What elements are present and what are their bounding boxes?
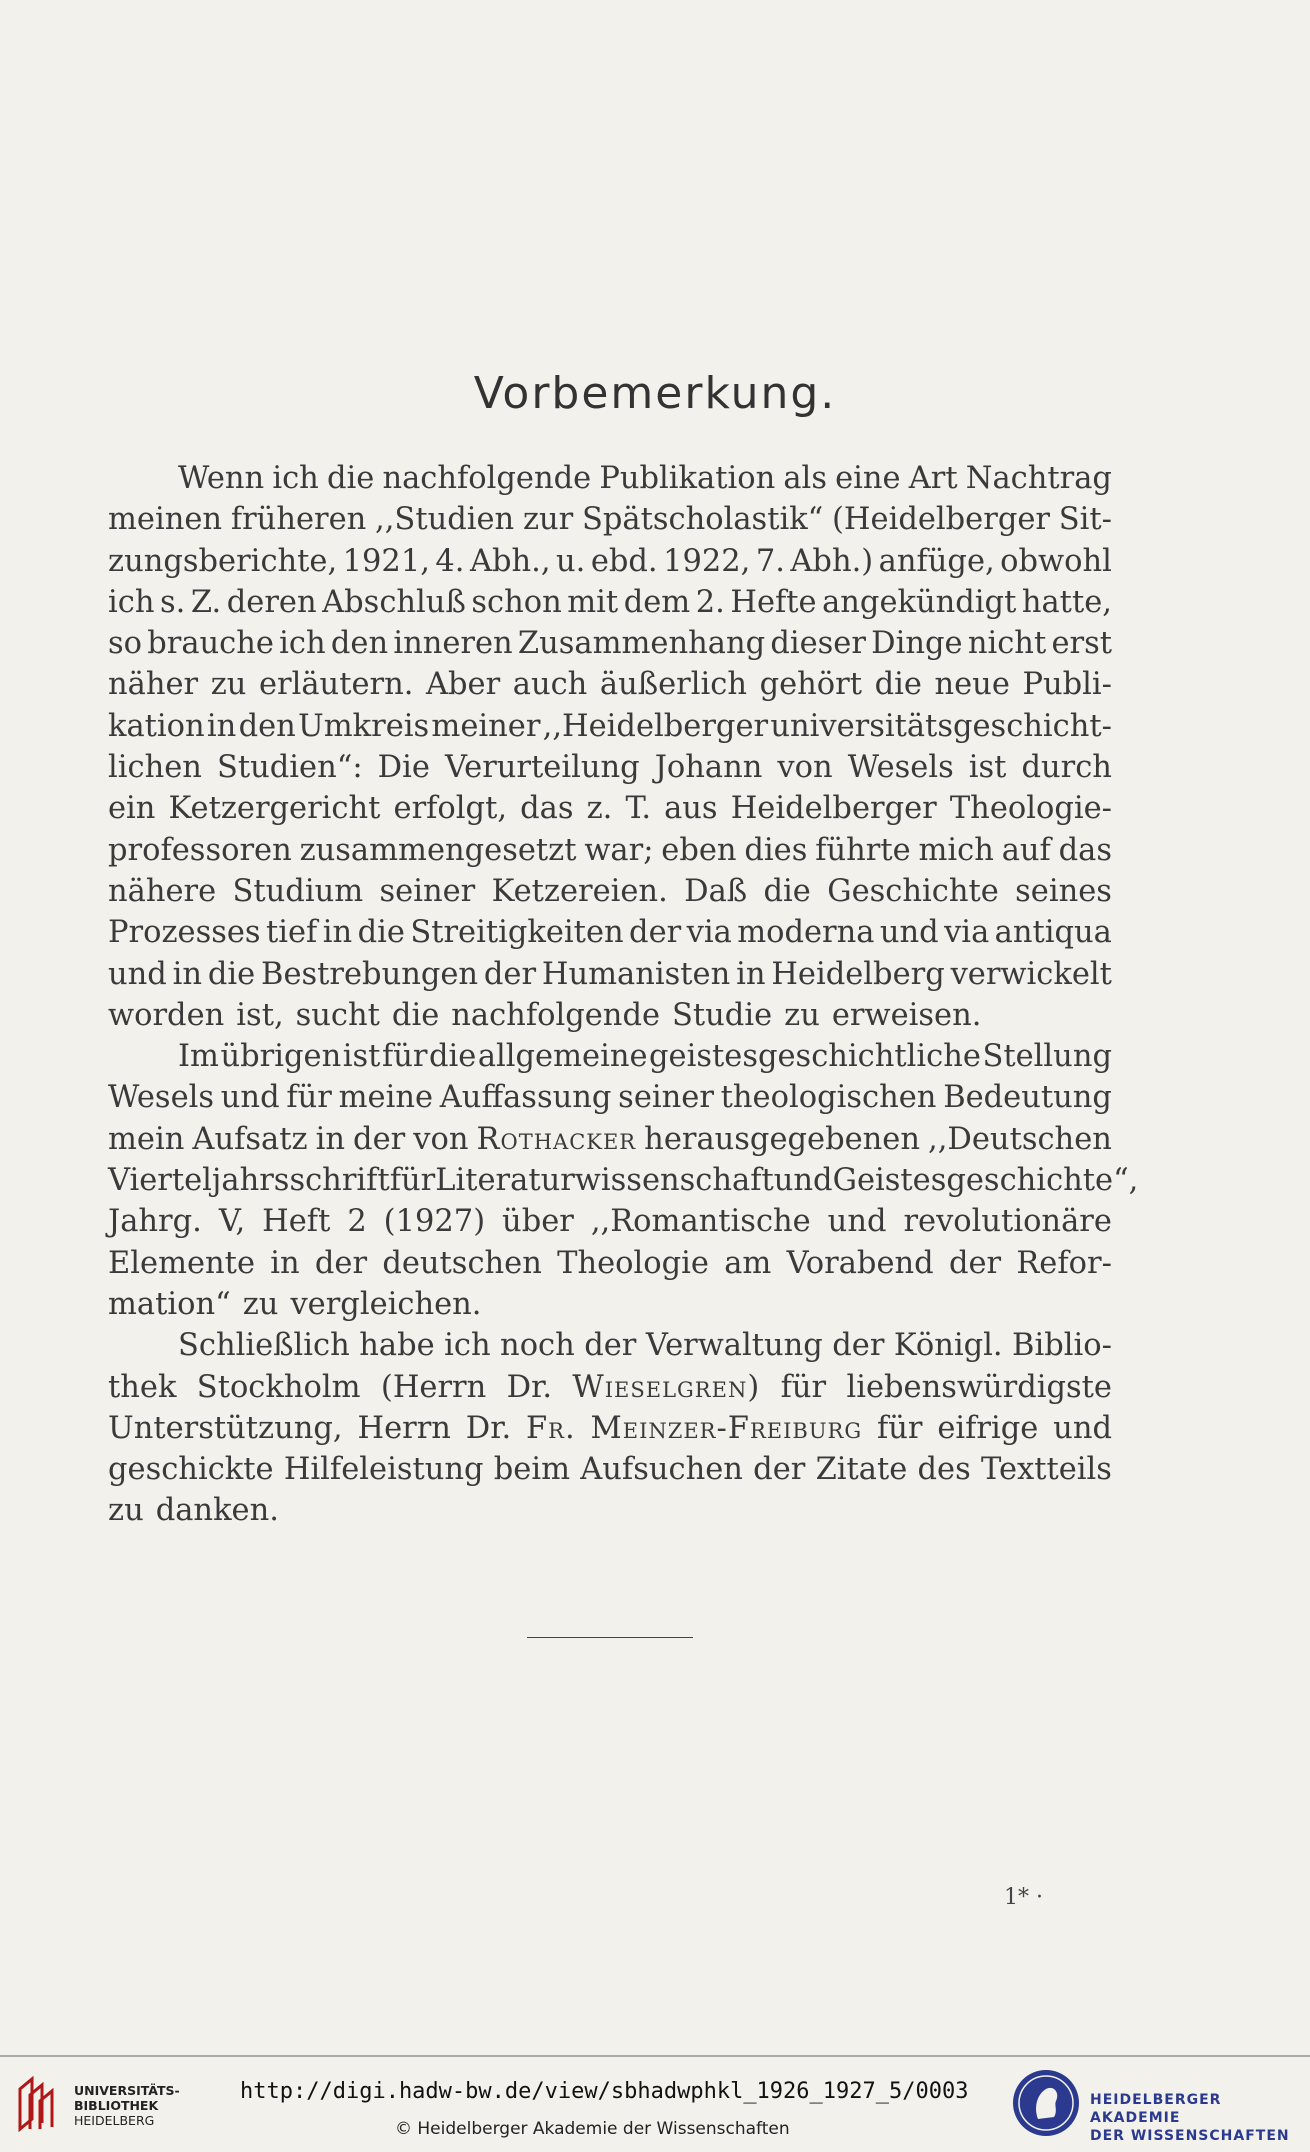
word: deren bbox=[226, 584, 317, 620]
word: gehört bbox=[759, 667, 862, 703]
word: zur bbox=[522, 502, 574, 538]
word: Verwaltung bbox=[645, 1328, 823, 1364]
word: die bbox=[326, 461, 375, 496]
word: eine bbox=[835, 461, 901, 496]
word: Art bbox=[908, 461, 958, 496]
word: meiner bbox=[431, 708, 541, 744]
word: der bbox=[314, 1245, 368, 1281]
word: Umkreis bbox=[298, 708, 430, 744]
word: Aber bbox=[426, 667, 501, 703]
word: zu bbox=[242, 1286, 279, 1322]
word: seiner bbox=[379, 873, 476, 909]
word: den bbox=[238, 708, 296, 744]
word: das bbox=[1058, 832, 1112, 868]
text-line bbox=[108, 871, 1112, 912]
word: zu bbox=[108, 1493, 144, 1529]
word: und bbox=[220, 1080, 280, 1116]
word: ich bbox=[444, 1328, 491, 1364]
word: geistesgeschichtliche bbox=[649, 1039, 981, 1075]
word: Bestrebungen bbox=[261, 956, 479, 992]
word: Ketzergericht bbox=[168, 791, 381, 827]
text-line bbox=[108, 995, 1112, 1036]
word: der bbox=[948, 1245, 1002, 1281]
word: Verurteilung bbox=[444, 750, 640, 786]
word: Streitigkeiten bbox=[410, 915, 624, 951]
word: antiqua bbox=[994, 915, 1112, 951]
word: ,,Studien bbox=[375, 502, 515, 538]
word: Geistesgeschichte“, bbox=[832, 1163, 1139, 1199]
word: T. bbox=[625, 791, 652, 827]
ub-line-3: HEIDELBERG bbox=[74, 2113, 155, 2128]
word: dies bbox=[744, 832, 808, 868]
signature-mark: 1* · bbox=[1004, 1885, 1043, 1910]
word: früheren bbox=[230, 502, 367, 538]
word: Biblio- bbox=[1012, 1328, 1112, 1364]
word: meinen bbox=[108, 502, 223, 538]
word: am bbox=[724, 1245, 772, 1281]
word: ist bbox=[342, 1039, 381, 1075]
word: via bbox=[944, 915, 990, 951]
word: Schließlich bbox=[178, 1328, 350, 1364]
word: Dinge bbox=[871, 626, 963, 662]
word: sucht bbox=[295, 997, 380, 1033]
text-line bbox=[108, 1119, 1112, 1160]
word: die bbox=[391, 997, 440, 1033]
text-line bbox=[108, 499, 1112, 540]
word: auch bbox=[512, 667, 588, 703]
word: die bbox=[874, 667, 922, 703]
word: danken. bbox=[155, 1493, 279, 1529]
word: V, bbox=[218, 1204, 246, 1240]
word: brauche bbox=[147, 626, 274, 662]
word: Geschichte bbox=[827, 873, 999, 909]
academy-line-2: DER WISSENSCHAFTEN bbox=[1090, 2128, 1290, 2144]
copyright-notice: © Heidelberger Akademie der Wissenschaften bbox=[395, 2119, 790, 2139]
word: Wieselgren) bbox=[572, 1369, 761, 1405]
word: neue bbox=[934, 667, 1010, 703]
word: Stockholm bbox=[196, 1369, 361, 1405]
word: mich bbox=[918, 832, 994, 868]
word: Nachtrag bbox=[965, 461, 1112, 496]
word: Stellung bbox=[982, 1039, 1112, 1075]
word: und bbox=[108, 956, 167, 992]
word: 2 bbox=[347, 1204, 367, 1240]
word: obwohl bbox=[1000, 543, 1112, 579]
word: zu bbox=[210, 667, 247, 703]
word: ist bbox=[968, 750, 1007, 786]
text-line bbox=[108, 582, 1112, 623]
word: Wesels bbox=[847, 750, 954, 786]
word: Hefte bbox=[730, 584, 817, 620]
text-line bbox=[108, 541, 1112, 582]
word: auf bbox=[1001, 832, 1051, 868]
word: ,,Romantische bbox=[590, 1204, 811, 1240]
word: in bbox=[270, 1245, 300, 1281]
word: die bbox=[357, 915, 405, 951]
word: s. bbox=[160, 584, 186, 620]
word: seines bbox=[1015, 873, 1112, 909]
word: die bbox=[763, 873, 811, 909]
word: eben bbox=[661, 832, 737, 868]
text-line bbox=[108, 1367, 1112, 1408]
text-line bbox=[108, 664, 1112, 705]
word: noch bbox=[500, 1328, 575, 1364]
text-line bbox=[108, 1160, 1139, 1201]
word: war; bbox=[584, 832, 654, 868]
word: moderna bbox=[737, 915, 875, 951]
word: 2. bbox=[695, 584, 725, 620]
word: in bbox=[172, 956, 203, 992]
word: Abschluß bbox=[322, 584, 466, 620]
word: Aufsuchen bbox=[580, 1452, 743, 1488]
word: geschickte bbox=[108, 1452, 274, 1488]
word: den bbox=[330, 626, 389, 662]
text-line bbox=[108, 1449, 1112, 1490]
academy-line-1: HEIDELBERGER AKADEMIE bbox=[1090, 2092, 1222, 2126]
word: revolutionäre bbox=[903, 1204, 1112, 1240]
word: beim bbox=[493, 1452, 571, 1488]
word: für bbox=[389, 1163, 436, 1199]
ub-line-1: UNIVERSITÄTS- bbox=[74, 2083, 180, 2098]
word: inneren bbox=[393, 626, 513, 662]
word: (1927) bbox=[383, 1204, 486, 1240]
word: Hilfeleistung bbox=[283, 1452, 484, 1488]
word: der bbox=[629, 915, 682, 951]
word: theologischen bbox=[720, 1080, 937, 1116]
word: Heft bbox=[262, 1204, 331, 1240]
word: ,,Heidelberger bbox=[542, 708, 769, 744]
word: mit bbox=[567, 584, 619, 620]
word: das bbox=[520, 791, 574, 827]
word: mation“ bbox=[108, 1286, 231, 1322]
word: Jahrg. bbox=[108, 1204, 202, 1240]
word: Zusammenhang bbox=[517, 626, 766, 662]
word: durch bbox=[1021, 750, 1112, 786]
word: Refor- bbox=[1016, 1245, 1112, 1281]
word: schon bbox=[471, 584, 562, 620]
word: Vierteljahrsschrift bbox=[108, 1163, 390, 1199]
word: dem bbox=[623, 584, 691, 620]
word: erfolgt, bbox=[393, 791, 508, 827]
word: verwickelt bbox=[950, 956, 1112, 992]
word: Dr. bbox=[465, 1410, 512, 1446]
word: Auffassung bbox=[439, 1080, 612, 1116]
word: erst bbox=[1051, 626, 1112, 662]
footer-bar bbox=[0, 2055, 1310, 2152]
word: so bbox=[108, 626, 143, 662]
word: Wesels bbox=[108, 1080, 215, 1116]
word: 1922, bbox=[663, 543, 751, 579]
word: für bbox=[876, 1410, 923, 1446]
text-line bbox=[108, 747, 1112, 788]
word: der bbox=[753, 1452, 806, 1488]
word: Herrn bbox=[357, 1410, 451, 1446]
word: ein bbox=[108, 791, 156, 827]
ub-library-name bbox=[74, 2083, 180, 2128]
word: Spätscholastik“ bbox=[582, 502, 824, 538]
body-text bbox=[108, 458, 1139, 1532]
word: Sit- bbox=[1058, 502, 1112, 538]
text-line bbox=[108, 1408, 1112, 1449]
word: z. bbox=[586, 791, 613, 827]
word: und bbox=[773, 1163, 833, 1199]
word: für bbox=[780, 1369, 827, 1405]
word: von bbox=[413, 1121, 469, 1157]
word: die bbox=[428, 1039, 477, 1075]
word: Prozesses bbox=[108, 915, 261, 951]
word: führte bbox=[815, 832, 911, 868]
word: nähere bbox=[108, 873, 217, 909]
word: Rothacker bbox=[476, 1121, 637, 1157]
word: Zitate bbox=[815, 1452, 908, 1488]
word: Heidelberg bbox=[771, 956, 945, 992]
text-line bbox=[108, 706, 1112, 747]
word: der bbox=[483, 956, 537, 992]
word: Königl. bbox=[893, 1328, 1003, 1364]
word: 4. bbox=[435, 543, 465, 579]
word: hatte, bbox=[1021, 584, 1112, 620]
word: von bbox=[777, 750, 833, 786]
word: und bbox=[879, 915, 939, 951]
word: und bbox=[827, 1204, 887, 1240]
word: Johann bbox=[654, 750, 763, 786]
word: herausgegebenen bbox=[644, 1121, 920, 1157]
word: Daß bbox=[684, 873, 748, 909]
word: via bbox=[686, 915, 732, 951]
word: kation bbox=[108, 708, 205, 744]
text-line bbox=[108, 1243, 1112, 1284]
word: nicht bbox=[967, 626, 1047, 662]
academy-seal-icon[interactable] bbox=[1010, 2067, 1082, 2139]
word: liebenswürdigste bbox=[846, 1369, 1112, 1405]
word: der bbox=[832, 1328, 885, 1364]
word: Bedeutung bbox=[943, 1080, 1112, 1116]
word: ich bbox=[279, 626, 326, 662]
word: nachfolgende bbox=[382, 461, 592, 496]
word: für bbox=[286, 1080, 332, 1116]
word: Publi- bbox=[1022, 667, 1112, 703]
word: Studium bbox=[232, 873, 364, 909]
word: Theologie- bbox=[949, 791, 1112, 827]
word: äußerlich bbox=[599, 667, 747, 703]
permalink-url[interactable]: http://digi.hadw-bw.de/view/sbhadwphkl_1926_1927_5/0003 bbox=[240, 2079, 969, 2104]
word: der bbox=[584, 1328, 637, 1364]
word: u. bbox=[556, 543, 586, 579]
word: in bbox=[322, 915, 353, 951]
word: zusammengesetzt bbox=[299, 832, 577, 868]
word: tief bbox=[266, 915, 318, 951]
text-line bbox=[108, 912, 1112, 953]
word: thek bbox=[108, 1369, 177, 1405]
word: ist, bbox=[236, 997, 284, 1033]
word: ich bbox=[272, 461, 319, 496]
word: der bbox=[353, 1121, 406, 1157]
ub-heidelberg-logo-icon[interactable] bbox=[14, 2075, 66, 2135]
word: Publikation bbox=[599, 461, 776, 496]
word: Die bbox=[377, 750, 430, 786]
word: übrigen bbox=[220, 1039, 342, 1075]
word: Unterstützung, bbox=[108, 1410, 343, 1446]
word: des bbox=[917, 1452, 971, 1488]
word: Textteils bbox=[980, 1452, 1112, 1488]
word: mein bbox=[108, 1121, 185, 1157]
text-line bbox=[108, 1036, 1112, 1077]
word: ich bbox=[108, 584, 155, 620]
word: vergleichen. bbox=[290, 1286, 482, 1322]
academy-name bbox=[1090, 2091, 1310, 2145]
word: professoren bbox=[108, 832, 292, 868]
word: Meinzer-Freiburg bbox=[590, 1410, 863, 1446]
text-line bbox=[108, 458, 1112, 499]
word: (Herrn bbox=[380, 1369, 487, 1405]
word: Dr. bbox=[506, 1369, 553, 1405]
text-line bbox=[108, 623, 1112, 664]
word: lichen bbox=[108, 750, 202, 786]
text-line bbox=[108, 788, 1112, 829]
word: seiner bbox=[618, 1080, 714, 1116]
ub-line-2: BIBLIOTHEK bbox=[74, 2098, 159, 2113]
word: als bbox=[783, 461, 827, 496]
text-line bbox=[108, 954, 1112, 995]
word: zungsberichte, bbox=[108, 543, 338, 579]
word: die bbox=[207, 956, 256, 992]
section-divider bbox=[527, 1637, 693, 1638]
word: in bbox=[736, 956, 766, 992]
word: habe bbox=[359, 1328, 435, 1364]
text-line bbox=[108, 1077, 1112, 1118]
word: deutschen bbox=[382, 1245, 542, 1281]
word: worden bbox=[108, 997, 225, 1033]
word: Z. bbox=[190, 584, 222, 620]
word: aus bbox=[664, 791, 718, 827]
word: Theologie bbox=[557, 1245, 709, 1281]
word: Abh., bbox=[469, 543, 551, 579]
page-title: Vorbemerkung. bbox=[473, 368, 837, 419]
word: Fr. bbox=[526, 1410, 576, 1446]
word: dieser bbox=[770, 626, 866, 662]
word: ,,Deutschen bbox=[928, 1121, 1112, 1157]
word: für bbox=[381, 1039, 428, 1075]
word: in bbox=[315, 1121, 345, 1157]
word: (Heidelberger bbox=[832, 502, 1050, 538]
word: anfüge, bbox=[878, 543, 995, 579]
word: angekündigt bbox=[822, 584, 1017, 620]
word: näher bbox=[108, 667, 199, 703]
word: Elemente bbox=[108, 1245, 255, 1281]
word: Wenn bbox=[178, 461, 265, 496]
text-line bbox=[108, 1284, 1112, 1325]
word: Literaturwissenschaft bbox=[435, 1163, 774, 1199]
word: zu bbox=[784, 997, 820, 1033]
word: Im bbox=[178, 1039, 219, 1075]
word: eifrige bbox=[937, 1410, 1039, 1446]
word: 7. bbox=[755, 543, 785, 579]
word: Studien“: bbox=[216, 750, 363, 786]
word: 1921, bbox=[342, 543, 430, 579]
word: Humanisten bbox=[541, 956, 731, 992]
word: Heidelberger bbox=[730, 791, 937, 827]
word: Vorabend bbox=[786, 1245, 934, 1281]
word: in bbox=[206, 708, 237, 744]
text-line bbox=[108, 1490, 1112, 1531]
word: ebd. bbox=[590, 543, 658, 579]
word: nachfolgende bbox=[451, 997, 661, 1033]
word: universitätsgeschicht- bbox=[770, 708, 1112, 744]
text-line bbox=[108, 830, 1112, 871]
word: Studie bbox=[672, 997, 773, 1033]
word: erweisen. bbox=[831, 997, 982, 1033]
text-line bbox=[108, 1201, 1112, 1242]
word: Abh.) bbox=[790, 543, 874, 579]
text-line bbox=[108, 1325, 1112, 1366]
word: Aufsatz bbox=[192, 1121, 308, 1157]
word: Ketzereien. bbox=[491, 873, 668, 909]
word: allgemeine bbox=[477, 1039, 648, 1075]
word: erläutern. bbox=[258, 667, 414, 703]
word: meine bbox=[338, 1080, 434, 1116]
word: über bbox=[502, 1204, 574, 1240]
word: und bbox=[1053, 1410, 1112, 1446]
